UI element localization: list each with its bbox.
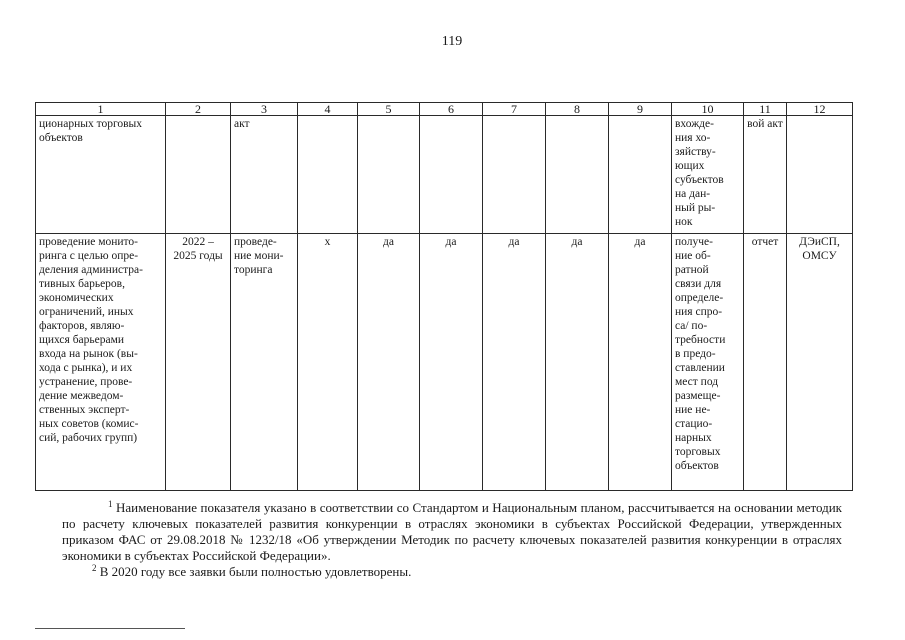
table-cell: да xyxy=(609,234,672,491)
footnotes xyxy=(62,500,842,580)
header-cell: 7 xyxy=(483,103,546,116)
header-cell: 10 xyxy=(672,103,744,116)
data-table xyxy=(35,102,853,491)
header-cell: 9 xyxy=(609,103,672,116)
table-row xyxy=(36,234,853,491)
footnote-2 xyxy=(62,564,842,580)
table-cell xyxy=(166,116,231,234)
table-cell: ционарных торговых объектов xyxy=(36,116,166,234)
table-cell xyxy=(546,116,609,234)
header-cell: 1 xyxy=(36,103,166,116)
table-cell: проведе- ние мони- торинга xyxy=(231,234,298,491)
table-cell xyxy=(298,116,358,234)
table-cell xyxy=(483,116,546,234)
table-cell xyxy=(609,116,672,234)
scan-artifact-line xyxy=(35,628,185,629)
header-cell: 4 xyxy=(298,103,358,116)
header-cell: 12 xyxy=(787,103,853,116)
table-cell: получе- ние об- ратной связи для определе- ния спро- са/ по- требности в предо- ставлении мест под размеще- ние не- стацио- нарных торговых объектов xyxy=(672,234,744,491)
table-cell xyxy=(358,116,420,234)
table-cell: да xyxy=(420,234,483,491)
table-cell: ДЭиСП, ОМСУ xyxy=(787,234,853,491)
footnote-1 xyxy=(62,500,842,564)
table-cell: да xyxy=(546,234,609,491)
table-cell: да xyxy=(483,234,546,491)
table-row xyxy=(36,116,853,234)
footnote-1-mark: 1 xyxy=(108,499,113,509)
table-header-row xyxy=(36,103,853,116)
header-cell: 2 xyxy=(166,103,231,116)
footnote-1-text: Наименование показателя указано в соответствии со Стандартом и Национальным планом, рассчитывается на основании методик по расчету ключевых показателей развития конкуренции в отраслях экономики в субъектах Российской Федерации, утвержденных приказом ФАС от 29.08.2018 № 1232/18 «Об утверждении Методик по расчету ключевых показателей развития конкуренции в отраслях экономики в субъектах Российской Федерации». xyxy=(62,500,842,563)
table-cell: вхожде- ния хо- зяйству- ющих субъектов на дан- ный ры- нок xyxy=(672,116,744,234)
page-number: 119 xyxy=(441,34,463,49)
table-cell xyxy=(787,116,853,234)
footnote-2-text: В 2020 году все заявки были полностью удовлетворены. xyxy=(99,564,412,579)
table-cell: вой акт xyxy=(744,116,787,234)
header-cell: 3 xyxy=(231,103,298,116)
header-cell: 5 xyxy=(358,103,420,116)
table-cell: да xyxy=(358,234,420,491)
footnote-2-mark: 2 xyxy=(92,563,97,573)
header-cell: 11 xyxy=(744,103,787,116)
table-cell: 2022 – 2025 годы xyxy=(166,234,231,491)
header-cell: 8 xyxy=(546,103,609,116)
table-cell: отчет xyxy=(744,234,787,491)
table-cell xyxy=(420,116,483,234)
table-cell: проведение монито- ринга с целью опре- деления администра- тивных барьеров, экономических ограничений, иных факторов, являю- щихся барьерами входа на рынок (вы- хода с рынка), и их устранение, прове- дение межведом- ственных эксперт- ных советов (комис- сий, рабочих групп) xyxy=(36,234,166,491)
header-cell: 6 xyxy=(420,103,483,116)
table-cell: х xyxy=(298,234,358,491)
table-cell: акт xyxy=(231,116,298,234)
